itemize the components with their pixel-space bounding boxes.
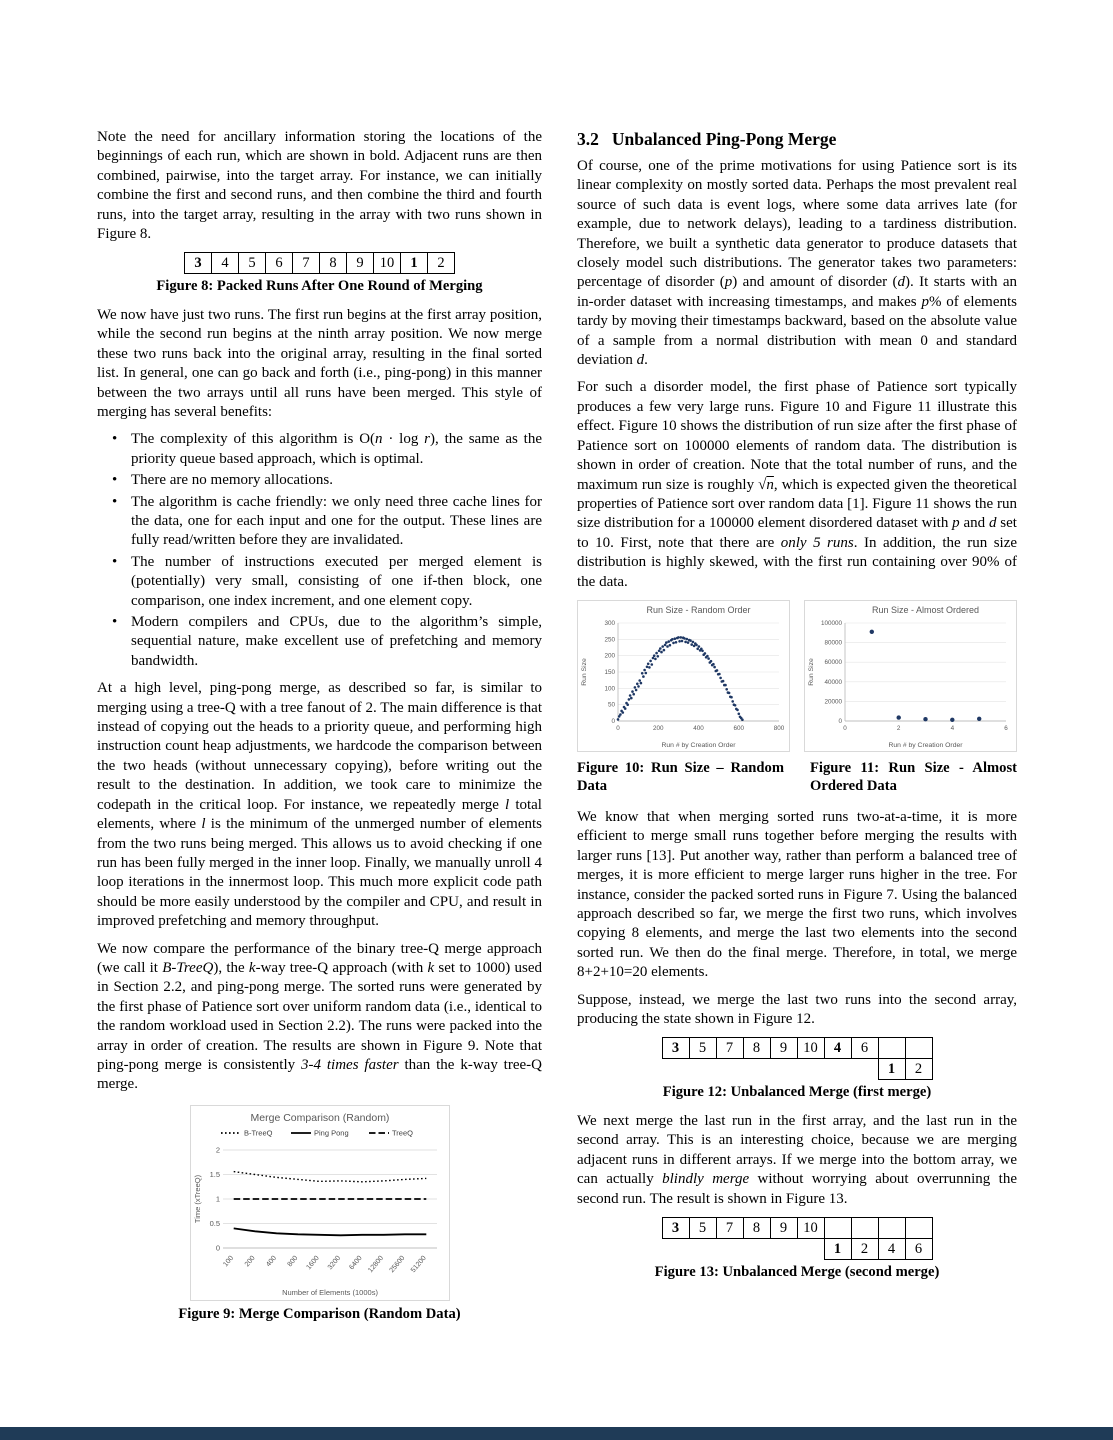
run-cell: 6 bbox=[851, 1038, 878, 1059]
run-cell: 2 bbox=[905, 1059, 932, 1080]
run-cell bbox=[851, 1217, 878, 1238]
figure8-caption: Figure 8: Packed Runs After One Round of Merging bbox=[156, 278, 483, 295]
svg-text:0: 0 bbox=[616, 724, 620, 732]
svg-text:51200: 51200 bbox=[409, 1254, 428, 1274]
page-footer-bar bbox=[0, 1427, 1113, 1440]
figure13-caption: Figure 13: Unbalanced Merge (second merge) bbox=[654, 1263, 940, 1280]
run-cell: 1 bbox=[401, 253, 428, 274]
section-number: 3.2 bbox=[577, 129, 599, 149]
svg-text:80000: 80000 bbox=[824, 639, 842, 647]
svg-text:2: 2 bbox=[896, 724, 901, 732]
run-cell: 1 bbox=[878, 1059, 905, 1080]
run-cell: 2 bbox=[851, 1238, 878, 1259]
run-cell bbox=[797, 1238, 824, 1259]
run-cell: 7 bbox=[293, 253, 320, 274]
paragraph-suppose: Suppose, instead, we merge the last two runs into the second array, producing the state shown in Figure 12. bbox=[577, 991, 1017, 1027]
table-row bbox=[662, 1059, 932, 1080]
run-cell bbox=[797, 1059, 824, 1080]
run-cell: 9 bbox=[770, 1038, 797, 1059]
svg-text:150: 150 bbox=[604, 668, 615, 676]
svg-text:1600: 1600 bbox=[304, 1254, 321, 1272]
run-cell bbox=[743, 1238, 770, 1259]
run-cell bbox=[824, 1059, 851, 1080]
right-column bbox=[577, 128, 1017, 1291]
figure9-chart bbox=[190, 1105, 450, 1301]
svg-text:600: 600 bbox=[733, 724, 745, 732]
svg-text:6400: 6400 bbox=[347, 1254, 364, 1272]
paragraph-motivation: Of course, one of the prime motivations for using Patience sort is its linear complexity on mostly sorted data. Perhaps the most prevalent real source of such data is event logs, where some data arrives late (for example, due to network delays), leading to a tardiness distribution. Therefore, we built a synthetic data generator to produce datasets that closely model such distributions. The generator takes two parameters: percentage of disorder (p) and amount of disorder (d). It starts with an in-order dataset with increasing timestamps, and makes p% of elements tardy by moving their timestamps backward, based on the absolute value of a sample from a normal distribution with mean 0 and standard deviation d. bbox=[577, 158, 1017, 369]
svg-text:25600: 25600 bbox=[388, 1254, 406, 1274]
svg-text:Run Size - Almost Ordered: Run Size - Almost Ordered bbox=[871, 604, 980, 615]
run-cell: 3 bbox=[662, 1038, 689, 1059]
svg-text:Number of Elements (1000s): Number of Elements (1000s) bbox=[281, 1287, 378, 1297]
run-cell: 8 bbox=[743, 1217, 770, 1238]
figure11-caption: Figure 11: Run Size - Almost Ordered Data bbox=[810, 759, 1017, 795]
svg-text:100: 100 bbox=[221, 1254, 235, 1269]
figure12-table bbox=[662, 1037, 933, 1080]
run-cell bbox=[878, 1038, 905, 1059]
run-cell bbox=[770, 1059, 797, 1080]
run-cell: 5 bbox=[689, 1217, 716, 1238]
figure12-caption: Figure 12: Unbalanced Merge (first merge) bbox=[662, 1084, 932, 1101]
svg-text:6: 6 bbox=[1004, 724, 1008, 732]
svg-text:TreeQ: TreeQ bbox=[391, 1128, 413, 1138]
run-cell bbox=[905, 1038, 932, 1059]
paragraph-high-level: At a high level, ping-pong merge, as described so far, is similar to merging using a tree-Q with a tree fanout of 2. The main difference is that instead of copying out the heads to a priority queue, and performing high instruction count heap adjustments, we hardcode the comparison between the two heads (without unnecessary copying), before writing out the result to the destination. In addition, we took care to minimize the codepath in the critical loop. For instance, we repeatedly merge l total elements, where l is the minimum of the unmerged number of elements from the two runs being merged. This allows us to avoid checking if one run has been fully merged in the inner loop. Finally, we manually unroll 4 loop iterations in the innermost loop. This much more explicit code path should be more easily understood by the compiler and CPU, and result in improved prefetching and memory throughput. bbox=[97, 680, 542, 930]
run-cell bbox=[851, 1059, 878, 1080]
list-item: • The complexity of this algorithm is O(n · log r), the same as the priority queue based approach, which is optimal. bbox=[112, 430, 542, 469]
merge-comparison-chart-svg bbox=[191, 1106, 449, 1300]
run-cell: 3 bbox=[185, 253, 212, 274]
svg-text:50: 50 bbox=[607, 701, 615, 709]
run-cell: 9 bbox=[770, 1217, 797, 1238]
figure8-table bbox=[184, 252, 455, 274]
run-cell: 7 bbox=[716, 1217, 743, 1238]
benefits-list bbox=[97, 430, 542, 671]
run-cell: 7 bbox=[716, 1038, 743, 1059]
svg-text:Run # by Creation Order: Run # by Creation Order bbox=[661, 741, 736, 749]
svg-text:800: 800 bbox=[773, 724, 785, 732]
run-cell bbox=[689, 1238, 716, 1259]
svg-text:0: 0 bbox=[611, 717, 615, 725]
figure9-caption: Figure 9: Merge Comparison (Random Data) bbox=[178, 1305, 461, 1322]
list-item: • The number of instructions executed per merged element is (potentially) very small, consisting of one if-then block, one comparison, one index increment, and one element copy. bbox=[112, 553, 542, 611]
run-cell: 10 bbox=[797, 1038, 824, 1059]
list-item: • Modern compilers and CPUs, due to the algorithm’s simple, sequential nature, make excellent use of prefetching and memory bandwidth. bbox=[112, 613, 542, 671]
figure11-chart bbox=[804, 600, 1017, 752]
svg-text:40000: 40000 bbox=[824, 678, 842, 686]
svg-text:100: 100 bbox=[604, 685, 615, 693]
run-cell: 5 bbox=[689, 1038, 716, 1059]
svg-text:12800: 12800 bbox=[366, 1254, 385, 1274]
svg-text:3200: 3200 bbox=[326, 1254, 342, 1272]
run-cell: 6 bbox=[905, 1238, 932, 1259]
svg-text:0: 0 bbox=[838, 717, 842, 725]
svg-text:Merge Comparison (Random): Merge Comparison (Random) bbox=[250, 1111, 389, 1124]
table-row bbox=[185, 253, 455, 274]
svg-text:20000: 20000 bbox=[824, 698, 842, 706]
run-cell bbox=[905, 1217, 932, 1238]
svg-text:Time (xTreeQ): Time (xTreeQ) bbox=[192, 1174, 202, 1223]
svg-text:800: 800 bbox=[286, 1254, 299, 1269]
run-cell: 8 bbox=[743, 1038, 770, 1059]
svg-text:Run Size: Run Size bbox=[808, 658, 815, 686]
svg-text:B-TreeQ: B-TreeQ bbox=[243, 1128, 272, 1138]
run-cell: 5 bbox=[239, 253, 266, 274]
list-item: • The algorithm is cache friendly: we only need three cache lines for the data, one for each input and one for the output. These lines are fully read/written before they are invalidated. bbox=[112, 493, 542, 551]
paragraph-next-merge: We next merge the last run in the first array, and the last run in the second array. This is an interesting choice, because we are merging adjacent runs in different arrays. If we merge into the bottom array, we can actually blindly merge without worrying about overrunning the second run. The result is shown in Figure 13. bbox=[577, 1112, 1018, 1207]
svg-text:400: 400 bbox=[693, 724, 704, 732]
section-title: Unbalanced Ping-Pong Merge bbox=[611, 129, 837, 149]
svg-text:300: 300 bbox=[604, 619, 615, 627]
figure10-caption: Figure 10: Run Size – Random Data bbox=[577, 759, 784, 795]
run-cell bbox=[770, 1238, 797, 1259]
svg-text:Ping Pong: Ping Pong bbox=[313, 1128, 349, 1138]
svg-text:0.5: 0.5 bbox=[209, 1218, 220, 1228]
run-cell: 9 bbox=[347, 253, 374, 274]
paragraph-performance-compare: We now compare the performance of the binary tree-Q merge approach (we call it B-TreeQ), the k-way tree-Q approach (with k set to 1000) used in Section 2.2, and ping-pong merge. The sorted runs were generated by the first phase of Patience sort over uniform random data (i.e., identical to the random workload used in Section 2.2). The runs were packed into the array in order of creation. The results are shown in Figure 9. Note that ping-pong merge is consistently 3-4 times faster than the k-way tree-Q merge. bbox=[97, 940, 542, 1093]
table-row bbox=[662, 1238, 932, 1259]
svg-text:1: 1 bbox=[215, 1194, 220, 1204]
svg-text:4: 4 bbox=[950, 724, 955, 732]
run-cell bbox=[662, 1059, 689, 1080]
table-row bbox=[662, 1038, 932, 1059]
figure10-11-captions bbox=[577, 757, 1017, 804]
svg-text:1.5: 1.5 bbox=[209, 1169, 220, 1179]
run-cell bbox=[662, 1238, 689, 1259]
svg-text:200: 200 bbox=[652, 724, 664, 732]
figure10-chart bbox=[577, 600, 790, 752]
run-cell: 1 bbox=[824, 1238, 851, 1259]
run-size-almost-ordered-chart-svg bbox=[805, 601, 1016, 751]
run-cell: 8 bbox=[320, 253, 347, 274]
svg-text:Run Size - Random Order: Run Size - Random Order bbox=[646, 604, 751, 615]
figure13-table bbox=[662, 1217, 933, 1260]
left-column bbox=[97, 128, 542, 1333]
run-cell bbox=[689, 1059, 716, 1080]
svg-text:2: 2 bbox=[215, 1145, 220, 1155]
section-heading bbox=[577, 128, 1017, 150]
run-cell bbox=[716, 1059, 743, 1080]
run-cell: 10 bbox=[797, 1217, 824, 1238]
paragraph-disorder-model: For such a disorder model, the first phase of Patience sort typically produces a few very large runs. Figure 10 and Figure 11 illustrate this effect. Figure 10 shows the distribution of run size after the first phase of Patience sort on 100000 elements of random data. The distribution is shown in order of creation. Note that the total number of runs, and the maximum run size is roughly √n, which is expected given the theoretical properties of Patience sort over random data [1]. Figure 11 shows the run size distribution for a 100000 element disordered dataset with p and d set to 10. First, note that there are only 5 runs. In addition, the run size distribution is highly skewed, with the first run containing over 90% of the data. bbox=[577, 379, 1018, 590]
run-cell: 4 bbox=[824, 1038, 851, 1059]
run-cell: 10 bbox=[374, 253, 401, 274]
run-cell: 4 bbox=[212, 253, 239, 274]
svg-text:250: 250 bbox=[604, 636, 615, 644]
svg-text:400: 400 bbox=[264, 1254, 278, 1269]
figure10-11-row bbox=[577, 600, 1017, 752]
svg-text:200: 200 bbox=[604, 652, 615, 660]
run-cell bbox=[824, 1217, 851, 1238]
svg-text:200: 200 bbox=[243, 1254, 257, 1269]
run-cell bbox=[716, 1238, 743, 1259]
list-item: • There are no memory allocations. bbox=[112, 471, 542, 490]
run-cell bbox=[743, 1059, 770, 1080]
svg-text:Run # by Creation Order: Run # by Creation Order bbox=[888, 741, 963, 749]
run-cell: 3 bbox=[662, 1217, 689, 1238]
run-size-random-chart-svg bbox=[578, 601, 789, 751]
svg-text:60000: 60000 bbox=[824, 659, 842, 667]
svg-text:100000: 100000 bbox=[820, 619, 842, 627]
svg-text:0: 0 bbox=[215, 1243, 220, 1253]
svg-text:Run Size: Run Size bbox=[581, 658, 588, 686]
paragraph-ancillary-info: Note the need for ancillary information storing the locations of the beginnings of each run, which are shown in bold. Adjacent runs are then combined, pairwise, into the target array. For instance, we can initially combine the first and second runs, and then combine the third and fourth runs, into the target array, resulting in the array with two runs shown in Figure 8. bbox=[97, 129, 542, 243]
paragraph-merge-strategy: We know that when merging sorted runs two-at-a-time, it is more efficient to merge small runs together before merging the results with larger runs [13]. Put another way, rather than perform a balanced tree of merges, it is more efficient to merge larger runs higher in the tree. For instance, consider the packed sorted runs in Figure 7. Using the balanced approach described so far, we merge the first two runs, which involves copying 8 elements, and merge the last two elements into the second sorted run. We then do the final merge. Therefore, in total, we merge 8+2+10=20 elements. bbox=[577, 808, 1017, 981]
run-cell bbox=[878, 1217, 905, 1238]
run-cell: 6 bbox=[266, 253, 293, 274]
table-row bbox=[662, 1217, 932, 1238]
paragraph-two-runs: We now have just two runs. The first run begins at the first array position, while the second run begins at the ninth array position. We now merge these two runs back into the original array, resulting in the final sorted list. In general, one can go back and forth (i.e., ping-pong) in this manner between the two arrays until all runs have been merged. This style of merging has several benefits: bbox=[97, 306, 542, 420]
run-cell: 2 bbox=[428, 253, 455, 274]
run-cell: 4 bbox=[878, 1238, 905, 1259]
svg-text:0: 0 bbox=[843, 724, 847, 732]
